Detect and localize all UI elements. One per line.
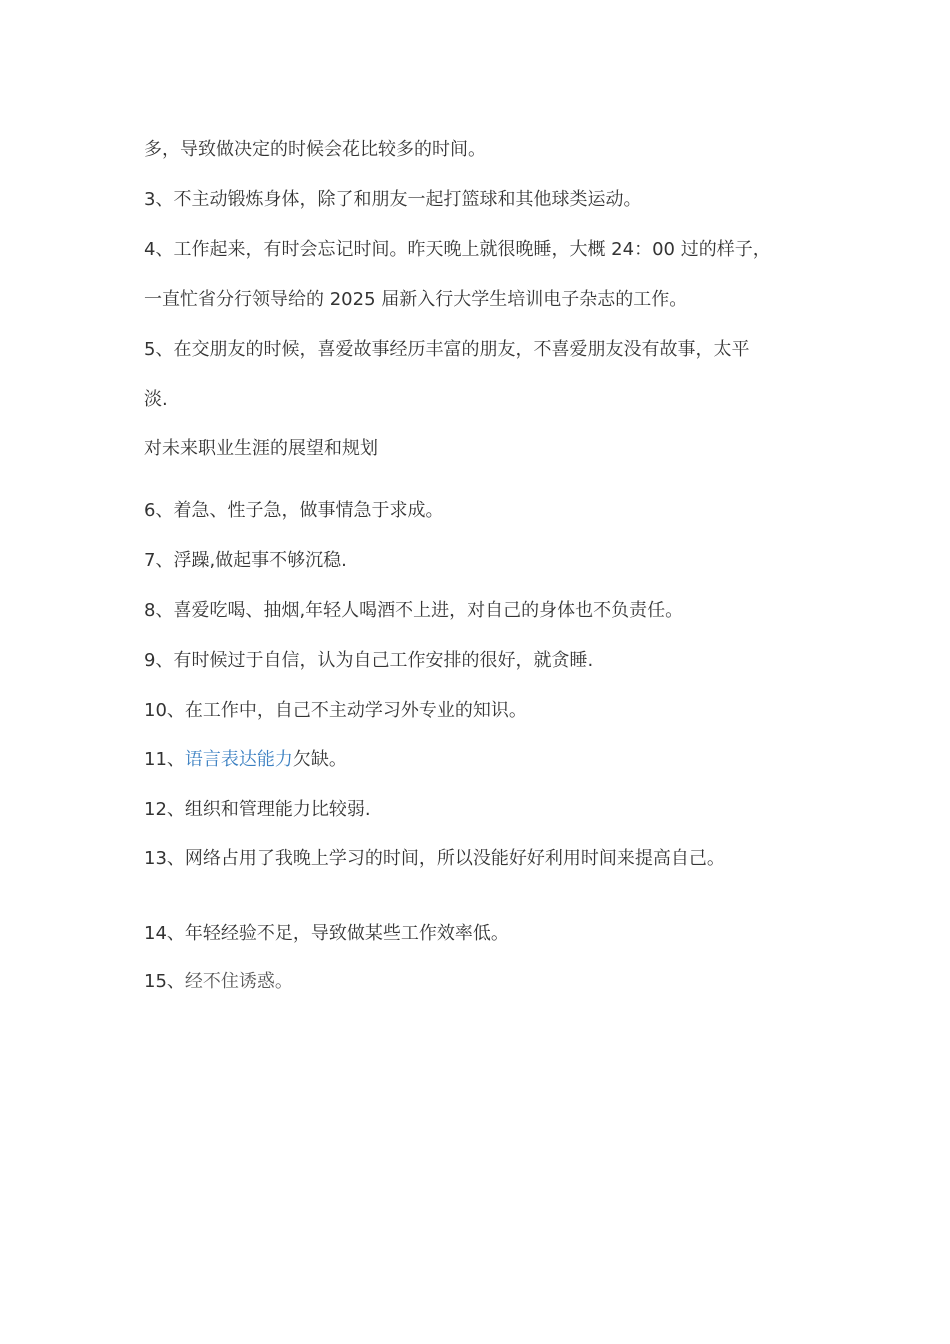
list-item-15-text: 经不住诱惑。 [184, 971, 293, 992]
list-item-4-continued: 一直忙省分行领导给的 2025 届新入行大学生培训电子杂志的工作。 [144, 289, 688, 310]
list-item-6: 6、着急、性子急，做事情急于求成。 [144, 500, 444, 521]
list-item-3: 3、不主动锻炼身体，除了和朋友一起打篮球和其他球类运动。 [144, 189, 642, 210]
list-item-11-prefix: 11、 [144, 749, 185, 770]
list-item-11 [144, 748, 347, 772]
list-item-5-continued: 淡. [144, 389, 168, 410]
list-item-8: 8、喜爱吃喝、抽烟,年轻人喝酒不上进，对自己的身体也不负责任。 [144, 600, 684, 621]
list-item-11-suffix: 欠缺。 [292, 749, 347, 770]
list-item-13: 13、网络占用了我晚上学习的时间，所以没能好好利用时间来提高自己。 [144, 848, 725, 869]
list-item-10: 10、在工作中，自己不主动学习外专业的知识。 [144, 700, 527, 721]
list-item-15 [144, 970, 293, 994]
section-title: 对未来职业生涯的展望和规划 [144, 438, 378, 459]
list-item-5: 5、在交朋友的时候，喜爱故事经历丰富的朋友，不喜爱朋友没有故事，太平 [144, 339, 750, 360]
list-item-12: 12、组织和管理能力比较弱. [144, 799, 371, 820]
list-item-14: 14、年轻经验不足，导致做某些工作效率低。 [144, 923, 509, 944]
paragraph-line: 多，导致做决定的时候会花比较多的时间。 [144, 139, 486, 160]
language-skills-link[interactable]: 语言表达能力 [184, 749, 293, 770]
list-item-9: 9、有时候过于自信，认为自己工作安排的很好，就贪睡. [144, 650, 594, 671]
list-item-4: 4、工作起来，有时会忘记时间。昨天晚上就很晚睡，大概 24：00 过的样子， [144, 239, 771, 260]
list-item-7: 7、浮躁,做起事不够沉稳. [144, 550, 347, 571]
list-item-15-prefix: 15、 [144, 971, 185, 992]
